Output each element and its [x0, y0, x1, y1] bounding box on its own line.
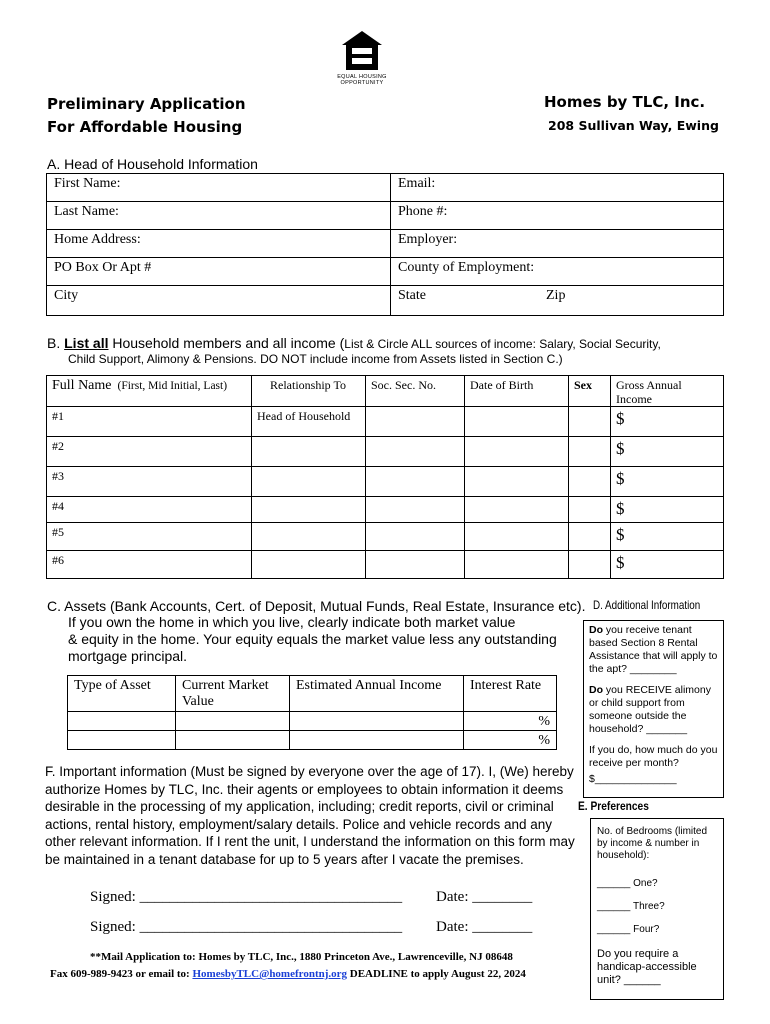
additional-info-box — [583, 620, 724, 798]
phone-field[interactable]: Phone #: — [391, 202, 724, 230]
interest-rate-cell[interactable]: % — [464, 731, 557, 750]
table-row — [47, 551, 724, 579]
dob-cell[interactable] — [465, 407, 569, 437]
table-row — [68, 712, 557, 731]
preferences-box — [590, 818, 724, 1000]
section-c-title: C. Assets (Bank Accounts, Cert. of Deposit, Mutual Funds, Real Estate, Insurance etc). — [47, 598, 586, 614]
col-ssn: Soc. Sec. No. — [366, 376, 465, 407]
signature-line-1[interactable]: Signed: ___________________________________ — [90, 889, 403, 905]
zip-label: Zip — [546, 288, 566, 303]
col-full-name: Full Name (First, Mid Initial, Last) — [47, 376, 252, 407]
employer-field[interactable]: Employer: — [391, 230, 724, 258]
relationship-cell[interactable]: Head of Household — [252, 407, 366, 437]
member-name-cell[interactable]: #4 — [47, 497, 252, 523]
asset-type-cell[interactable] — [68, 712, 176, 731]
relationship-cell[interactable] — [252, 437, 366, 467]
annual-income-cell[interactable] — [290, 712, 464, 731]
logo-text: EQUAL HOUSING OPPORTUNITY — [337, 74, 387, 86]
section8-question[interactable]: Do you receive tenant based Section 8 Rental Assistance that will apply to the apt? ________ — [589, 624, 718, 675]
col-relationship: Relationship To — [252, 376, 366, 407]
table-row — [47, 523, 724, 551]
col-dob: Date of Birth — [465, 376, 569, 407]
ssn-cell[interactable] — [366, 437, 465, 467]
equal-housing-logo — [334, 30, 390, 86]
member-name-cell[interactable]: #3 — [47, 467, 252, 497]
section-b-subtitle: Child Support, Alimony & Pensions. DO NOT include income from Assets listed in Section C.) — [68, 352, 563, 366]
income-cell[interactable]: $ — [611, 551, 724, 579]
relationship-cell[interactable] — [252, 497, 366, 523]
income-cell[interactable]: $ — [611, 437, 724, 467]
household-members-table — [46, 375, 724, 579]
income-cell[interactable]: $ — [611, 407, 724, 437]
signature-line-2[interactable]: Signed: ___________________________________ — [90, 919, 403, 935]
table-row — [47, 497, 724, 523]
col-type-of-asset: Type of Asset — [68, 676, 176, 712]
sex-cell[interactable] — [569, 523, 611, 551]
relationship-cell[interactable] — [252, 551, 366, 579]
member-name-cell[interactable]: #1 — [47, 407, 252, 437]
annual-income-cell[interactable] — [290, 731, 464, 750]
dob-cell[interactable] — [465, 551, 569, 579]
income-cell[interactable]: $ — [611, 523, 724, 551]
sex-cell[interactable] — [569, 497, 611, 523]
table-row — [68, 731, 557, 750]
dob-cell[interactable] — [465, 497, 569, 523]
monthly-amount-field[interactable]: $______________ — [589, 773, 677, 785]
asset-type-cell[interactable] — [68, 731, 176, 750]
section-e-title: E. Preferences — [578, 799, 649, 813]
col-market-value: Current Market Value — [176, 676, 290, 712]
mail-instructions: **Mail Application to: Homes by TLC, Inc., 1880 Princeton Ave., Lawrenceville, NJ 08648 — [90, 951, 513, 963]
email-link[interactable]: HomesbyTLC@homefrontnj.org — [192, 968, 348, 980]
sex-cell[interactable] — [569, 407, 611, 437]
ssn-cell[interactable] — [366, 467, 465, 497]
date-line-1[interactable]: Date: ________ — [436, 889, 533, 905]
section-b-title: B. List all Household members and all income (List & Circle ALL sources of income: Salary, Social Security, — [47, 335, 661, 351]
state-label: State — [398, 288, 426, 303]
ssn-cell[interactable] — [366, 551, 465, 579]
market-value-cell[interactable] — [176, 712, 290, 731]
col-sex: Sex — [569, 376, 611, 407]
first-name-field[interactable]: First Name: — [47, 174, 391, 202]
interest-rate-cell[interactable]: % — [464, 712, 557, 731]
ssn-cell[interactable] — [366, 523, 465, 551]
handicap-question[interactable]: Do you require a handicap-accessible unit? ______ — [597, 948, 697, 986]
sex-cell[interactable] — [569, 437, 611, 467]
form-title: Preliminary Application For Affordable Housing — [47, 95, 246, 136]
assets-table — [67, 675, 557, 750]
date-line-2[interactable]: Date: ________ — [436, 919, 533, 935]
relationship-cell[interactable] — [252, 467, 366, 497]
city-field[interactable]: City — [47, 286, 391, 316]
dob-cell[interactable] — [465, 437, 569, 467]
sex-cell[interactable] — [569, 467, 611, 497]
income-cell[interactable]: $ — [611, 497, 724, 523]
company-name: Homes by TLC, Inc. — [544, 93, 706, 111]
home-address-field[interactable]: Home Address: — [47, 230, 391, 258]
dob-cell[interactable] — [465, 523, 569, 551]
table-row — [47, 467, 724, 497]
ssn-cell[interactable] — [366, 497, 465, 523]
four-bedroom-field[interactable]: ______ Four? — [597, 924, 660, 935]
member-name-cell[interactable]: #2 — [47, 437, 252, 467]
bedrooms-label: No. of Bedrooms (limited by income & number in household): — [597, 826, 708, 861]
ssn-cell[interactable] — [366, 407, 465, 437]
company-address: 208 Sullivan Way, Ewing — [548, 118, 719, 133]
col-interest-rate: Interest Rate — [464, 676, 557, 712]
one-bedroom-field[interactable]: ______ One? — [597, 878, 658, 889]
section-a-title: A. Head of Household Information — [47, 156, 258, 172]
section-c-text: If you own the home in which you live, clearly indicate both market value & equity in the home. Your equity equals the market value less any outstanding mortgage principal. — [68, 614, 557, 664]
market-value-cell[interactable] — [176, 731, 290, 750]
income-cell[interactable]: $ — [611, 467, 724, 497]
fax-email-line: Fax 609-989-9423 or email to: HomesbyTLC@homefrontnj.org DEADLINE to apply August 22, 2024 — [50, 968, 526, 980]
alimony-question[interactable]: Do you RECEIVE alimony or child support from someone outside the household? _______ — [589, 684, 711, 735]
county-employment-field[interactable]: County of Employment: — [391, 258, 724, 286]
house-icon — [341, 30, 383, 72]
dob-cell[interactable] — [465, 467, 569, 497]
monthly-amount-question: If you do, how much do you receive per month? — [589, 744, 718, 769]
three-bedroom-field[interactable]: ______ Three? — [597, 901, 665, 912]
state-zip-field[interactable] — [391, 286, 724, 316]
table-row — [47, 437, 724, 467]
section-d-title: D. Additional Information — [593, 598, 701, 612]
table-row — [47, 407, 724, 437]
sex-cell[interactable] — [569, 551, 611, 579]
col-income: Gross Annual Income — [611, 376, 724, 407]
col-annual-income: Estimated Annual Income — [290, 676, 464, 712]
member-name-cell[interactable]: #6 — [47, 551, 252, 579]
relationship-cell[interactable] — [252, 523, 366, 551]
head-of-household-table — [46, 173, 724, 316]
email-field[interactable]: Email: — [391, 174, 724, 202]
po-box-field[interactable]: PO Box Or Apt # — [47, 258, 391, 286]
member-name-cell[interactable]: #5 — [47, 523, 252, 551]
last-name-field[interactable]: Last Name: — [47, 202, 391, 230]
authorization-text: F. Important information (Must be signed by everyone over the age of 17). I, (We) hereby authorize Homes by TLC, Inc. their agents or employees to obtain information it deems desirable in the processing of my application, including; credit reports, civil or criminal actions, rental history, employment/salary details. Police and vehicle records and any other relevant information. If I rent the unit, I understand the information on this form may be maintained in a tenant database for up to 5 years after I vacate the premises. — [45, 764, 575, 867]
